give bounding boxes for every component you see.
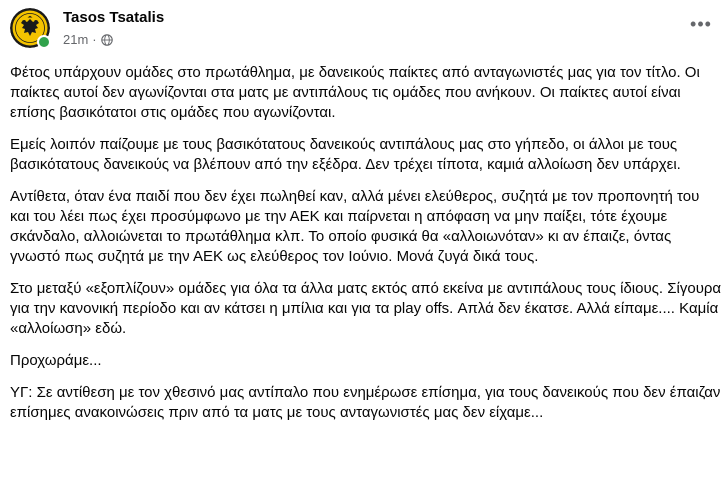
author-name[interactable]: Tasos Tsatalis bbox=[63, 9, 165, 26]
post-meta bbox=[63, 32, 113, 47]
post-header bbox=[10, 6, 717, 56]
post-paragraph: Στο μεταξύ «εξοπλίζουν» ομάδες για όλα τα άλλα ματς εκτός από εκείνα με αντιπάλους τους ίδιους. Σίγουρα για την κανονική περίοδο και αν κάτσει η μπίλια και για τα play offs. Απλά δεν έκατσε. Αλλά είπαμε.... Καμία «αλλοίωση» εδώ. bbox=[10, 280, 722, 337]
post-body bbox=[10, 63, 722, 423]
author-avatar[interactable] bbox=[10, 8, 50, 48]
online-status-dot bbox=[37, 35, 51, 49]
more-options-icon[interactable]: ••• bbox=[690, 14, 712, 34]
post-paragraph: Εμείς λοιπόν παίζουμε με τους βασικότατους δανεικούς αντιπάλους μας στο γήπεδο, οι άλλοι με τους βασικότατους δανεικούς να βλέπουν από την εξέδρα. Δεν τρέχει τίποτα, καμιά αλλοίωση δεν υπάρχει. bbox=[10, 136, 681, 173]
post-paragraph: Αντίθετα, όταν ένα παιδί που δεν έχει πωληθεί καν, αλλά μένει ελεύθερος, συζητά με τον προπονητή του και του λέει πως έχει προσύμφωνο με την ΑΕΚ και παίρνεται η απόφαση να μην παίξει, τότε έχουμε σκάνδαλο, αλλοιώνεται το πρωτάθλημα κλπ. Το οποίο φυσικά θα «αλλοιωνόταν» κι αν έπαιζε, όντας γνωστό πως συζητά με την ΑΕΚ ως ελεύθερος τον Ιούνιο. Μονά ζυγά δικά τους. bbox=[10, 188, 700, 265]
post-paragraph: Φέτος υπάρχουν ομάδες στο πρωτάθλημα, με δανεικούς παίκτες από ανταγωνιστές μας για τον τίτλο. Οι παίκτες αυτοί δεν αγωνίζονται στα ματς με αντιπάλους τις ομάδες που ανήκουν. Οι παίκτες αυτοί είναι επίσης βασικότατοι στις ομάδες που αγωνίζονται. bbox=[10, 64, 700, 121]
post-timestamp[interactable]: 21m bbox=[63, 32, 89, 47]
globe-icon bbox=[101, 34, 113, 46]
meta-separator: · bbox=[92, 32, 97, 47]
post-paragraph: Προχωράμε... bbox=[10, 352, 102, 369]
post-paragraph: ΥΓ: Σε αντίθεση με τον χθεσινό μας αντίπαλο που ενημέρωσε επίσημα, για τους δανεικούς που δεν έπαιζαν επίσημες ανακοινώσεις πριν από τα ματς με τους ανταγωνιστές μας δεν είχαμε... bbox=[10, 384, 721, 421]
